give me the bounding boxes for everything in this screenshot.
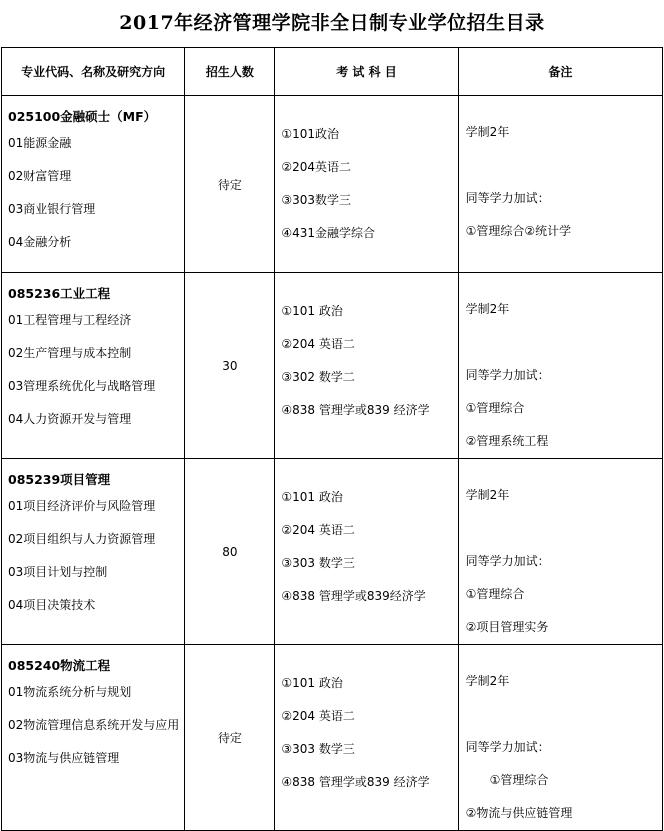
- extra-exam-item: ②管理系统工程: [465, 434, 549, 448]
- exam-cell: [275, 273, 458, 459]
- major-code: 085236工业工程: [8, 286, 111, 301]
- direction-item: 01能源金融: [8, 136, 72, 150]
- table-header-row: [2, 48, 663, 96]
- direction-item: 01物流系统分析与规划: [8, 685, 132, 699]
- exam-item: ④431金融学综合: [281, 226, 376, 240]
- program-length: 学制2年: [465, 125, 510, 139]
- exam-item: ③302 数学二: [281, 370, 355, 384]
- enrollment-count: 待定: [185, 645, 275, 831]
- header-notes: 备注: [458, 48, 662, 96]
- direction-item: 03物流与供应链管理: [8, 751, 120, 765]
- direction-item: 03项目计划与控制: [8, 565, 108, 579]
- exam-item: ②204 英语二: [281, 523, 355, 537]
- major-cell: [2, 459, 185, 645]
- admission-catalog-table: [1, 47, 663, 831]
- exam-item: ③303数学三: [281, 193, 352, 207]
- direction-item: 01项目经济评价与风险管理: [8, 499, 156, 513]
- page-title: 2017年经济管理学院非全日制专业学位招生目录: [119, 12, 545, 34]
- extra-exam-label: 同等学力加试：: [465, 191, 550, 205]
- exam-cell: [275, 96, 458, 273]
- table-row: [2, 273, 663, 459]
- major-code: 085239项目管理: [8, 472, 111, 487]
- direction-item: 03商业银行管理: [8, 202, 96, 216]
- major-cell: [2, 96, 185, 273]
- exam-item: ④838 管理学或839 经济学: [281, 775, 430, 789]
- enrollment-count: 待定: [185, 96, 275, 273]
- extra-exam-item: ①管理综合②统计学: [465, 224, 572, 238]
- direction-item: 04人力资源开发与管理: [8, 412, 132, 426]
- program-length: 学制2年: [465, 302, 510, 316]
- extra-exam-item: ②物流与供应链管理: [465, 806, 573, 820]
- exam-item: ②204英语二: [281, 160, 352, 174]
- direction-item: 02物流管理信息系统开发与应用: [8, 718, 180, 732]
- notes-cell: [458, 459, 662, 645]
- table-row: [2, 96, 663, 273]
- exam-item: ①101 政治: [281, 676, 343, 690]
- extra-exam-item: ①管理综合: [465, 401, 525, 415]
- exam-cell: [275, 459, 458, 645]
- notes-cell: [458, 273, 662, 459]
- exam-cell: [275, 645, 458, 831]
- enrollment-count: 80: [185, 459, 275, 645]
- notes-cell: [458, 645, 662, 831]
- extra-exam-label: 同等学力加试：: [465, 554, 550, 568]
- extra-exam-label: 同等学力加试：: [465, 368, 550, 382]
- exam-item: ③303 数学三: [281, 742, 355, 756]
- table-row: [2, 459, 663, 645]
- major-code: 085240物流工程: [8, 658, 111, 673]
- exam-item: ②204 英语二: [281, 337, 355, 351]
- exam-item: ②204 英语二: [281, 709, 355, 723]
- major-code: 025100金融硕士（MF）: [8, 109, 157, 124]
- header-exams: 考 试 科 目: [275, 48, 458, 96]
- direction-item: 03管理系统优化与战略管理: [8, 379, 156, 393]
- table-row: [2, 645, 663, 831]
- exam-item: ④838 管理学或839经济学: [281, 589, 426, 603]
- extra-exam-item: ①管理综合: [489, 773, 549, 787]
- extra-exam-item: ②项目管理实务: [465, 620, 549, 634]
- extra-exam-label: 同等学力加试：: [465, 740, 550, 754]
- exam-item: ④838 管理学或839 经济学: [281, 403, 430, 417]
- program-length: 学制2年: [465, 674, 510, 688]
- exam-item: ①101 政治: [281, 304, 343, 318]
- direction-item: 04金融分析: [8, 235, 72, 249]
- header-major: 专业代码、名称及研究方向: [2, 48, 185, 96]
- exam-item: ①101政治: [281, 127, 340, 141]
- direction-item: 02项目组织与人力资源管理: [8, 532, 156, 546]
- enrollment-count: 30: [185, 273, 275, 459]
- extra-exam-item: ①管理综合: [465, 587, 525, 601]
- direction-item: 01工程管理与工程经济: [8, 313, 132, 327]
- program-length: 学制2年: [465, 488, 510, 502]
- direction-item: 02生产管理与成本控制: [8, 346, 132, 360]
- exam-item: ①101 政治: [281, 490, 343, 504]
- direction-item: 02财富管理: [8, 169, 72, 183]
- notes-cell: [458, 96, 662, 273]
- major-cell: [2, 645, 185, 831]
- exam-item: ③303 数学三: [281, 556, 355, 570]
- major-cell: [2, 273, 185, 459]
- direction-item: 04项目决策技术: [8, 598, 96, 612]
- header-count: 招生人数: [185, 48, 275, 96]
